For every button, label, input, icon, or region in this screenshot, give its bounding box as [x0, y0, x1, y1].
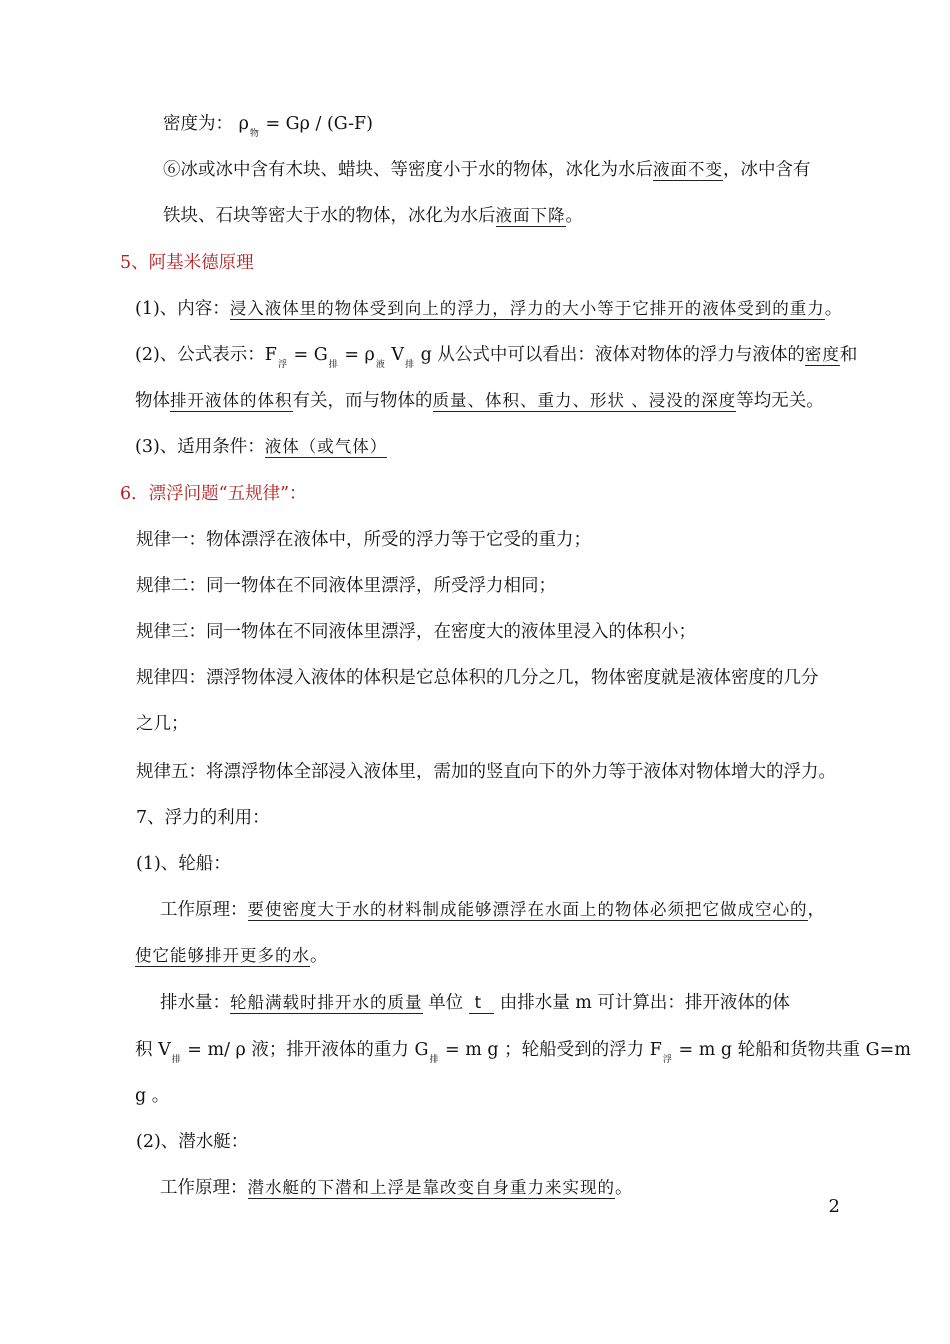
ship-principle-underline-1: 要使密度大于水的材料制成能够漂浮在水面上的物体必须把它做成空心的	[247, 900, 808, 919]
conditions-underline: 液体（或气体）	[264, 437, 388, 456]
density-label: 密度为：	[163, 114, 233, 134]
sub-pai: 排	[328, 360, 338, 370]
conditions-line	[135, 435, 387, 459]
ice-text-4: 。	[565, 206, 583, 226]
formula-l2-a: 物体	[135, 391, 170, 411]
section-7-title: 7、浮力的利用：	[136, 808, 270, 828]
submarine-principle-label: 工作原理：	[160, 1178, 248, 1198]
archimedes-content	[135, 297, 842, 321]
sub-ye: 液	[375, 360, 385, 370]
rule-2: 规律二：同一物体在不同液体里漂浮，所受浮力相同；	[136, 576, 556, 596]
volume-underline: 排开液体的体积	[170, 391, 293, 410]
ice-text-3: 铁块、石块等密大于水的物体，冰化为水后	[163, 206, 496, 226]
ice-line-1	[163, 158, 811, 182]
submarine-title: (2)、潜水艇：	[136, 1132, 249, 1152]
page-number: 2	[828, 1196, 840, 1217]
formula-l2-c: 等均无关。	[736, 391, 824, 411]
ship-formula-line	[135, 1038, 911, 1072]
content-underline: 浸入液体里的物体受到向上的浮力，浮力的大小等于它排开的液体受到的重力	[229, 299, 825, 318]
displacement-rest: 由排水量 m 可计算出：排开液体的体	[494, 993, 790, 1013]
ship-principle-end: 。	[310, 946, 328, 966]
ice-text-2: ，冰中含有	[723, 160, 811, 180]
displacement-underline: 轮船满载时排开水的质量	[230, 993, 423, 1012]
ship-sub-2: 排	[429, 1055, 439, 1065]
ice-underline-1: 液面不变	[653, 160, 723, 179]
formula-and: 和	[839, 345, 858, 365]
ship-formula-b: = m/ ρ 液；排开液体的重力 G	[181, 1040, 429, 1060]
section-5-title: 5、阿基米德原理	[120, 253, 254, 273]
formula-eq1: = G	[287, 345, 328, 365]
content-end: 。	[824, 299, 843, 319]
submarine-principle-underline: 潜水艇的下潜和上浮是靠改变自身重力来实现的	[247, 1178, 615, 1197]
rule-1: 规律一：物体漂浮在液体中，所受的浮力等于它受的重力；	[136, 530, 591, 550]
unit-label: 单位	[422, 993, 469, 1013]
unrelated-underline: 质量、体积、重力、形状 、浸没的深度	[432, 391, 737, 410]
ship-title: (1)、轮船：	[136, 854, 231, 874]
formula-explain: 从公式中可以看出：液体对物体的浮力与液体的	[431, 345, 805, 365]
content-label: (1)、内容：	[135, 299, 230, 319]
formula-F: F	[264, 345, 277, 365]
ice-text-1: ⑥冰或冰中含有木块、蜡块、等密度小于水的物体，冰化为水后	[163, 160, 653, 180]
displacement-label: 排水量：	[160, 993, 230, 1013]
ship-principle-label: 工作原理：	[160, 900, 248, 920]
ship-formula-a: 积 V	[135, 1040, 171, 1060]
formula-line-2	[135, 389, 824, 413]
rule-3: 规律三：同一物体在不同液体里漂浮，在密度大的液体里浸入的体积小；	[136, 622, 696, 642]
displacement-line	[160, 991, 790, 1015]
ship-principle-line-1	[160, 898, 825, 922]
density-formula: = Gρ / (G-F)	[259, 114, 373, 134]
rho-symbol: ρ	[238, 114, 249, 134]
section-6-title: 6．漂浮问题“五规律”：	[120, 484, 307, 504]
density-line	[163, 112, 373, 146]
ship-sub-1: 排	[171, 1055, 181, 1065]
rule-5: 规律五：将漂浮物体全部浸入液体里，需加的竖直向下的外力等于液体对物体增大的浮力。	[136, 762, 836, 782]
ship-principle-underline-2: 使它能够排开更多的水	[135, 946, 310, 965]
formula-label: (2)、公式表示：	[135, 345, 265, 365]
conditions-label: (3)、适用条件：	[135, 437, 265, 457]
ship-principle-comma: ，	[807, 900, 825, 920]
rho-subscript: 物	[249, 129, 259, 139]
submarine-principle	[160, 1176, 633, 1200]
submarine-principle-end: 。	[615, 1178, 633, 1198]
unit-underline: t	[469, 993, 494, 1014]
formula-V: V	[385, 345, 405, 365]
ice-line-2	[163, 204, 583, 228]
density-underline: 密度	[804, 345, 840, 364]
ice-underline-2: 液面下降	[495, 206, 566, 225]
formula-line	[135, 343, 857, 377]
ship-formula-d: = m g 轮船和货物共重 G=m	[672, 1040, 911, 1060]
ship-formula-c: = m g ；轮船受到的浮力 F	[439, 1040, 662, 1060]
formula-eq2: = ρ	[338, 345, 375, 365]
rule-4-line-1: 规律四：漂浮物体浸入液体的体积是它总体积的几分之几，物体密度就是液体密度的几分	[136, 668, 819, 688]
formula-l2-b: 有关，而与物体的	[292, 391, 433, 411]
sub-fu: 浮	[277, 360, 287, 370]
formula-g: g	[415, 345, 432, 365]
rule-4-line-2: 之几；	[136, 714, 189, 734]
ship-principle-line-2	[135, 944, 328, 968]
ship-formula-line-2: g 。	[135, 1086, 170, 1106]
ship-sub-3: 浮	[662, 1055, 672, 1065]
sub-pai-2: 排	[405, 360, 415, 370]
